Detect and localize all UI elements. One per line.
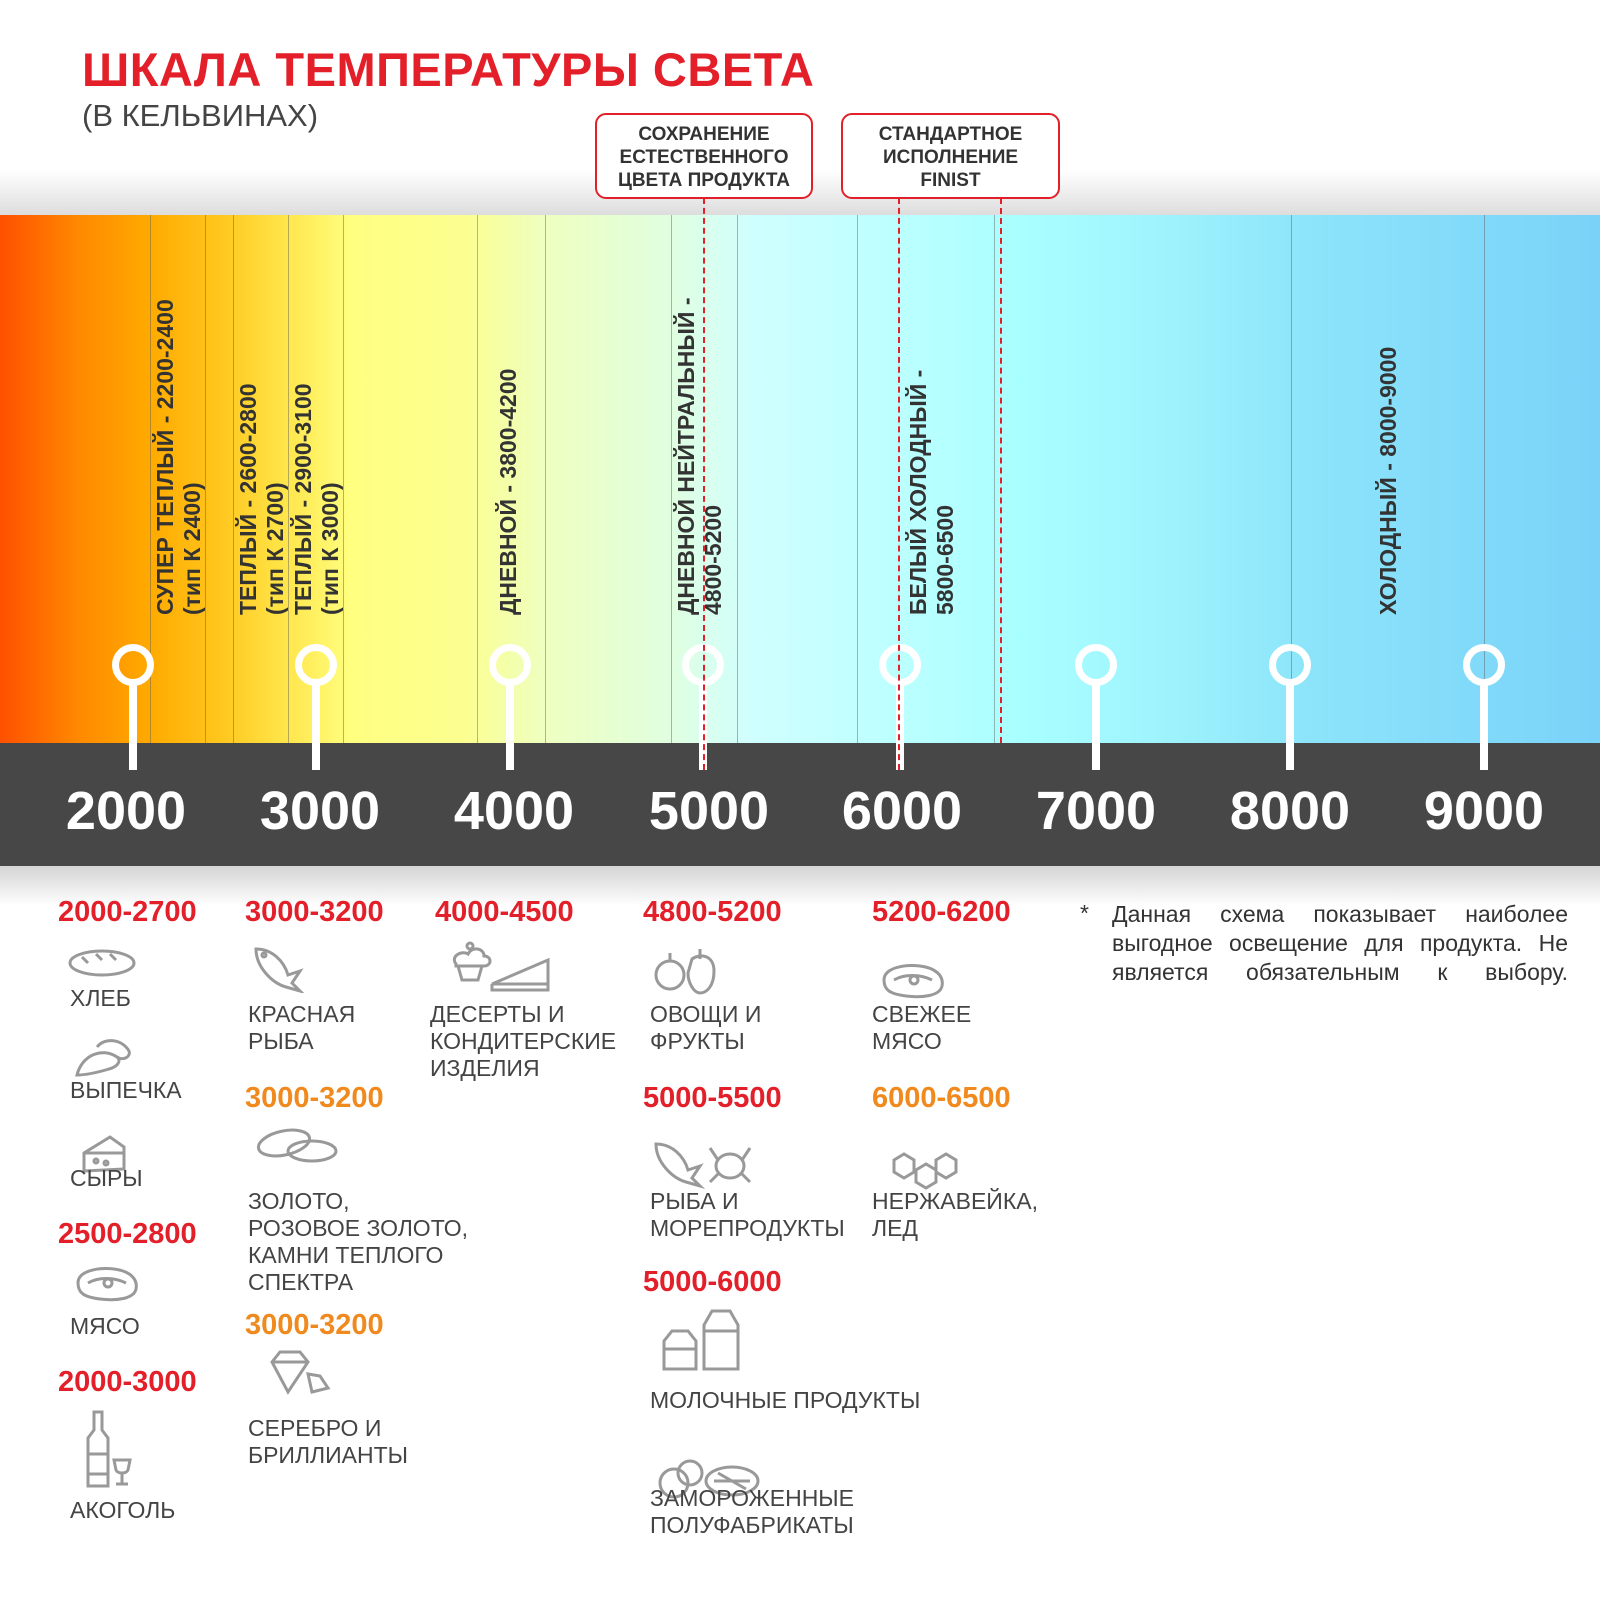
pin-marker-ring bbox=[879, 644, 921, 686]
divider bbox=[545, 215, 546, 745]
meat-icon bbox=[878, 960, 946, 1000]
pin-marker-ring bbox=[1269, 644, 1311, 686]
range-header: 5000-6000 bbox=[643, 1266, 782, 1298]
fish-icon bbox=[252, 943, 304, 993]
item-label: РЫБА И МОРЕПРОДУКТЫ bbox=[650, 1188, 845, 1241]
zone-label: ДНЕВНОЙ НЕЙТРАЛЬНЫЙ - 4800-5200 bbox=[673, 297, 726, 615]
item-label: ВЫПЕЧКА bbox=[70, 1077, 182, 1103]
pin-marker-ring bbox=[1075, 644, 1117, 686]
zone-label: ТЕПЛЫЙ - 2900-3100 (тип К 3000) bbox=[290, 383, 343, 615]
divider bbox=[857, 215, 858, 745]
dashed-marker-line bbox=[1000, 198, 1002, 743]
divider bbox=[477, 215, 478, 745]
callout-standard-finist: СТАНДАРТНОЕ ИСПОЛНЕНИЕ FINIST bbox=[841, 113, 1060, 199]
range-header: 3000-3200 bbox=[245, 1082, 384, 1114]
croissant-icon bbox=[72, 1035, 134, 1083]
range-header: 5200-6200 bbox=[872, 896, 1011, 928]
zone-label: ДНЕВНОЙ - 3800-4200 bbox=[495, 368, 521, 615]
meat-icon bbox=[72, 1263, 140, 1303]
item-label: ОВОЩИ И ФРУКТЫ bbox=[650, 1001, 762, 1054]
zone-label: БЕЛЫЙ ХОЛОДНЫЙ - 5800-6500 bbox=[905, 369, 958, 615]
rings-icon bbox=[256, 1125, 340, 1165]
range-header: 6000-6500 bbox=[872, 1082, 1011, 1114]
page-title: ШКАЛА ТЕМПЕРАТУРЫ СВЕТА bbox=[82, 43, 815, 96]
tick-label: 4000 bbox=[453, 781, 575, 841]
range-header: 2000-3000 bbox=[58, 1366, 197, 1398]
range-header: 5000-5500 bbox=[643, 1082, 782, 1114]
tick-label: 8000 bbox=[1229, 781, 1351, 841]
range-header: 3000-3200 bbox=[245, 896, 384, 928]
item-label: НЕРЖАВЕЙКА, ЛЕД bbox=[872, 1188, 1038, 1241]
pin-marker-stem bbox=[506, 680, 514, 770]
range-header: 3000-3200 bbox=[245, 1309, 384, 1341]
pin-marker-stem bbox=[312, 680, 320, 770]
diamond-icon bbox=[268, 1350, 332, 1396]
dashed-marker-line bbox=[703, 198, 705, 770]
zone-label: ХОЛОДНЫЙ - 8000-9000 bbox=[1375, 346, 1401, 615]
tick-label: 9000 bbox=[1423, 781, 1545, 841]
range-header: 2500-2800 bbox=[58, 1218, 197, 1250]
vegetables-icon bbox=[652, 945, 722, 995]
range-header: 4800-5200 bbox=[643, 896, 782, 928]
divider bbox=[994, 215, 995, 745]
dashed-marker-line bbox=[898, 198, 900, 770]
ice-cubes-icon bbox=[890, 1150, 962, 1190]
item-label: СВЕЖЕЕ МЯСО bbox=[872, 1001, 972, 1054]
pin-marker-ring bbox=[489, 644, 531, 686]
divider bbox=[737, 215, 738, 745]
callout-natural-color: СОХРАНЕНИЕ ЕСТЕСТВЕННОГО ЦВЕТА ПРОДУКТА bbox=[595, 113, 813, 199]
item-label: ЗОЛОТО, РОЗОВОЕ ЗОЛОТО, КАМНИ ТЕПЛОГО СПЕКТРА bbox=[248, 1188, 468, 1295]
pin-marker-stem bbox=[1092, 680, 1100, 770]
milk-icon bbox=[660, 1305, 750, 1373]
dessert-icon bbox=[448, 940, 554, 992]
zone-label: ТЕПЛЫЙ - 2600-2800 (тип К 2700) bbox=[235, 383, 288, 615]
pin-marker-ring bbox=[295, 644, 337, 686]
pin-marker-stem bbox=[129, 680, 137, 770]
seafood-icon bbox=[652, 1140, 756, 1194]
tick-label: 5000 bbox=[648, 781, 770, 841]
bottle-glass-icon bbox=[86, 1410, 136, 1488]
bread-icon bbox=[68, 945, 138, 979]
item-label: СЫРЫ bbox=[70, 1165, 143, 1191]
tick-label: 3000 bbox=[259, 781, 381, 841]
item-label: КРАСНАЯ РЫБА bbox=[248, 1001, 356, 1054]
pin-marker-stem bbox=[1480, 680, 1488, 770]
item-label: ДЕСЕРТЫ И КОНДИТЕРСКИЕ ИЗДЕЛИЯ bbox=[430, 1001, 617, 1081]
item-label: СЕРЕБРО И БРИЛЛИАНТЫ bbox=[248, 1415, 409, 1468]
tick-label: 7000 bbox=[1035, 781, 1157, 841]
range-header: 4000-4500 bbox=[435, 896, 574, 928]
footnote: Данная схема показывает наиболее выгодное освещение для продукта. Не является обязательным к выбору. bbox=[1112, 901, 1568, 985]
pin-marker-ring bbox=[1463, 644, 1505, 686]
range-header: 2000-2700 bbox=[58, 896, 197, 928]
divider bbox=[233, 215, 234, 745]
item-label: АКОГОЛЬ bbox=[70, 1497, 176, 1523]
item-label: МОЛОЧНЫЕ ПРОДУКТЫ bbox=[650, 1387, 921, 1413]
footnote-asterisk: * bbox=[1080, 900, 1089, 926]
tick-label: 2000 bbox=[65, 781, 187, 841]
zone-label: СУПЕР ТЕПЛЫЙ - 2200-2400 (тип К 2400) bbox=[152, 299, 205, 615]
item-label: ХЛЕБ bbox=[70, 985, 131, 1011]
tick-label: 6000 bbox=[841, 781, 963, 841]
pin-marker-stem bbox=[1286, 680, 1294, 770]
pin-marker-ring bbox=[112, 644, 154, 686]
item-label: ЗАМОРОЖЕННЫЕ ПОЛУФАБРИКАТЫ bbox=[650, 1485, 855, 1538]
page-subtitle: (В КЕЛЬВИНАХ) bbox=[82, 98, 319, 133]
divider bbox=[671, 215, 672, 745]
item-label: МЯСО bbox=[70, 1313, 140, 1339]
